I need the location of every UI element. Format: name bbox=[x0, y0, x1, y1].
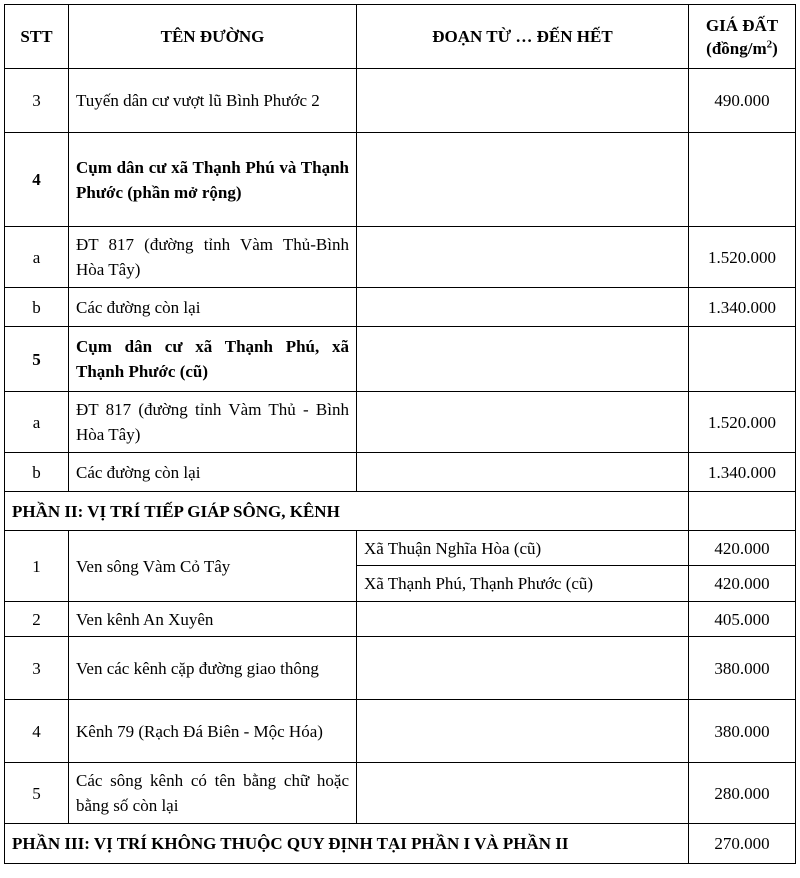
section-3-title: PHẦN III: VỊ TRÍ KHÔNG THUỘC QUY ĐỊNH TẠI PHẦN I VÀ PHẦN II bbox=[5, 824, 689, 864]
row-name: Ven kênh An Xuyên bbox=[69, 602, 357, 637]
header-gia-dat-label: GIÁ ĐẤT bbox=[705, 15, 779, 35]
table-row bbox=[5, 700, 796, 763]
table-row bbox=[5, 602, 796, 637]
row-price: 380.000 bbox=[689, 637, 796, 700]
row-name: Các sông kênh có tên bằng chữ hoặc bằng số còn lại bbox=[69, 763, 357, 824]
row-stt: 5 bbox=[5, 327, 69, 392]
header-doan-tu: ĐOẠN TỪ … ĐẾN HẾT bbox=[357, 5, 689, 69]
row-segment bbox=[357, 227, 689, 288]
table-row bbox=[5, 327, 796, 392]
row-segment: Xã Thạnh Phú, Thạnh Phước (cũ) bbox=[357, 566, 689, 602]
row-stt: 4 bbox=[5, 700, 69, 763]
table-row bbox=[5, 453, 796, 492]
header-ten-duong: TÊN ĐƯỜNG bbox=[69, 5, 357, 69]
row-segment bbox=[357, 763, 689, 824]
header-gia-dat bbox=[689, 5, 796, 69]
row-price: 1.340.000 bbox=[689, 288, 796, 327]
row-stt: 2 bbox=[5, 602, 69, 637]
row-price: 380.000 bbox=[689, 700, 796, 763]
row-name: Cụm dân cư xã Thạnh Phú và Thạnh Phước (phần mở rộng) bbox=[69, 133, 357, 227]
row-price: 280.000 bbox=[689, 763, 796, 824]
row-segment bbox=[357, 453, 689, 492]
table-row bbox=[5, 531, 796, 566]
row-stt: a bbox=[5, 392, 69, 453]
row-stt: 3 bbox=[5, 69, 69, 133]
row-name: Các đường còn lại bbox=[69, 453, 357, 492]
row-name: ĐT 817 (đường tỉnh Vàm Thủ-Bình Hòa Tây) bbox=[69, 227, 357, 288]
row-name: Kênh 79 (Rạch Đá Biên - Mộc Hóa) bbox=[69, 700, 357, 763]
row-price: 420.000 bbox=[689, 566, 796, 602]
row-name: Ven sông Vàm Cỏ Tây bbox=[69, 531, 357, 602]
row-name: Tuyến dân cư vượt lũ Bình Phước 2 bbox=[69, 69, 357, 133]
row-segment bbox=[357, 288, 689, 327]
row-segment bbox=[357, 637, 689, 700]
table-row bbox=[5, 288, 796, 327]
row-price: 405.000 bbox=[689, 602, 796, 637]
row-name: Cụm dân cư xã Thạnh Phú, xã Thạnh Phước (cũ) bbox=[69, 327, 357, 392]
row-segment: Xã Thuận Nghĩa Hòa (cũ) bbox=[357, 531, 689, 566]
section-2-price bbox=[689, 492, 796, 531]
row-name: Ven các kênh cặp đường giao thông bbox=[69, 637, 357, 700]
row-stt: b bbox=[5, 288, 69, 327]
row-name: ĐT 817 (đường tỉnh Vàm Thủ - Bình Hòa Tây) bbox=[69, 392, 357, 453]
table-row bbox=[5, 392, 796, 453]
row-price: 1.520.000 bbox=[689, 392, 796, 453]
row-segment bbox=[357, 602, 689, 637]
header-gia-dat-unit: (đồng/m bbox=[706, 38, 767, 58]
table-row bbox=[5, 763, 796, 824]
row-price: 490.000 bbox=[689, 69, 796, 133]
row-stt: 3 bbox=[5, 637, 69, 700]
row-segment bbox=[357, 69, 689, 133]
table-header-row bbox=[5, 5, 796, 69]
header-stt: STT bbox=[5, 5, 69, 69]
row-stt: 1 bbox=[5, 531, 69, 602]
section-row bbox=[5, 492, 796, 531]
row-segment bbox=[357, 133, 689, 227]
row-price: 420.000 bbox=[689, 531, 796, 566]
section-2-title: PHẦN II: VỊ TRÍ TIẾP GIÁP SÔNG, KÊNH bbox=[5, 492, 689, 531]
row-stt: 4 bbox=[5, 133, 69, 227]
table-row bbox=[5, 227, 796, 288]
row-segment bbox=[357, 327, 689, 392]
table-row bbox=[5, 133, 796, 227]
section-row bbox=[5, 824, 796, 864]
row-stt: 5 bbox=[5, 763, 69, 824]
row-price bbox=[689, 327, 796, 392]
section-3-price: 270.000 bbox=[689, 824, 796, 864]
row-price bbox=[689, 133, 796, 227]
header-gia-dat-sup: 2 bbox=[766, 37, 773, 50]
header-gia-dat-close: ) bbox=[772, 38, 778, 58]
land-price-table bbox=[4, 4, 796, 864]
row-price: 1.520.000 bbox=[689, 227, 796, 288]
row-segment bbox=[357, 700, 689, 763]
row-name: Các đường còn lại bbox=[69, 288, 357, 327]
row-stt: b bbox=[5, 453, 69, 492]
table-row bbox=[5, 69, 796, 133]
row-stt: a bbox=[5, 227, 69, 288]
table-row bbox=[5, 637, 796, 700]
row-segment bbox=[357, 392, 689, 453]
row-price: 1.340.000 bbox=[689, 453, 796, 492]
